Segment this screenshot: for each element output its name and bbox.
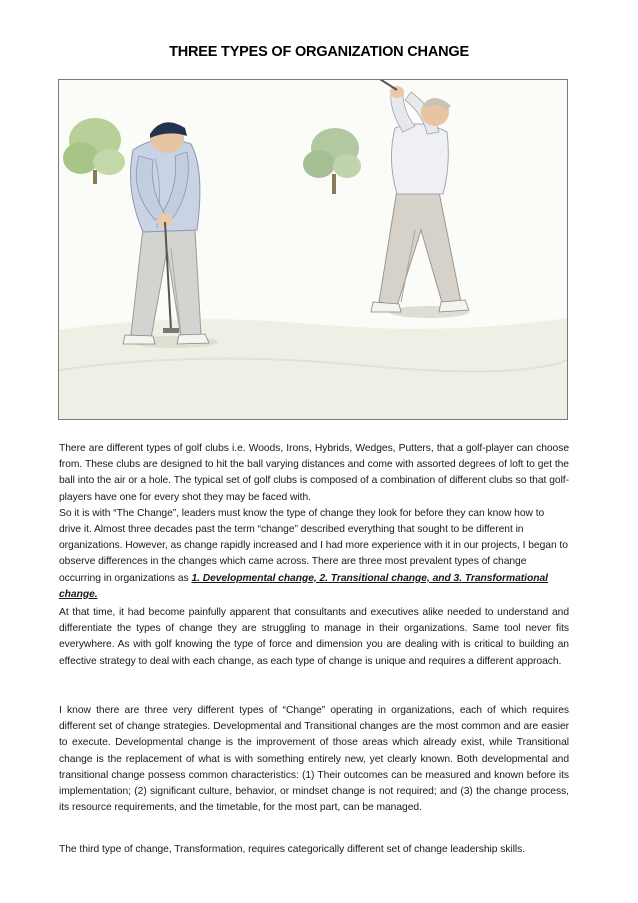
golfer-swinging-icon: [371, 80, 469, 318]
paragraph-transformation: [59, 842, 569, 858]
change-types-emphasis: 1. Developmental change, 2. Transitional change, and 3. Transformational change.: [59, 572, 548, 600]
paragraph-clubs-and-change: [59, 441, 569, 603]
paragraph-text: [59, 506, 569, 603]
golf-players-illustration: [58, 79, 568, 420]
paragraph-three-types: [59, 703, 569, 816]
paragraph-text-part: So it is with “The Change”, leaders must know the type of change they look for before they can know how to drive it. Almost three decades past the term “change” described everything that sought to be different in organizations. However, as change rapidly increased and I had more experience with it in our projects, I began to observe differences in the changes which came across. There are three most prevalent types of change occurring in organizations as: [59, 507, 568, 584]
tree-right-icon: [303, 128, 361, 194]
golfer-putting-icon: [123, 122, 218, 348]
paragraph-text: The third type of change, Transformation, requires categorically different set of change leadership skills.: [59, 844, 526, 855]
paragraph-consultants: [59, 605, 569, 670]
tree-left-icon: [63, 118, 125, 184]
paragraph-text: I know there are three very different types of “Change” operating in organizations, each of which requires different set of change strategies. Developmental and Transitional changes are the most common and are easier to execute. Developmental change is the improvement of those areas which already exist, while Transitional change is the replacement of what is with something entirely new, yet clearly known. Both developmental and transitional change possess common characteristics: (1) Their outcomes can be measured and known before its implementation; (2) significant culture, behavior, or mindset change is not required; and (3) the change process, its resource requirements, and the timetable, for the most part, can be managed.: [59, 705, 569, 814]
page-title: THREE TYPES OF ORGANIZATION CHANGE: [169, 44, 469, 60]
paragraph-text: At that time, it had become painfully apparent that consultants and executives alike needed to understand and differentiate the types of change they are struggling to manage in their organizations. Same tool never fits everywhere. As with golf knowing the type of force and dimension you are dealing with is critical to building an effective strategy to deal with each change, as each type of change is unique and requires a different approach.: [59, 607, 569, 667]
paragraph-text: There are different types of golf clubs i.e. Woods, Irons, Hybrids, Wedges, Putters, that a golf-player can choose from. These clubs are designed to hit the ball varying distances and come with assorted degrees of loft to get the ball into the air or a hole. The typical set of golf clubs is composed of a combination of different clubs so that golf-players have one for every shot they may be faced with.: [59, 443, 569, 503]
